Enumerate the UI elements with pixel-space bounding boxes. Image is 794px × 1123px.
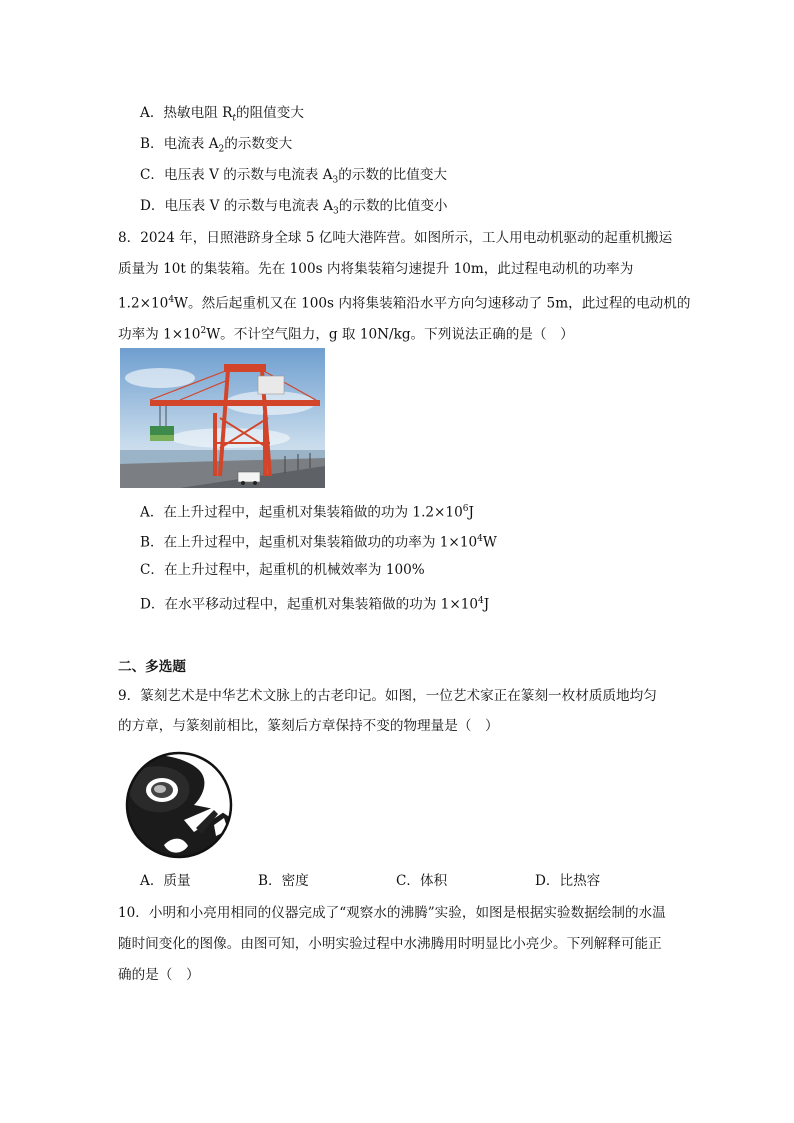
q8-line3-part-a: 1.2×10 — [118, 295, 169, 312]
q8-stem-line-4 — [118, 321, 574, 345]
q9-choice-b: B．密度 — [258, 873, 309, 889]
option-sub: t — [232, 113, 236, 124]
option-text: A．在上升过程中，起重机对集装箱做的功为 1.2×10 — [140, 504, 463, 521]
q8-option-a — [140, 499, 474, 523]
q8-stem-line-3 — [118, 290, 690, 314]
q9-choice-a: A．质量 — [140, 873, 191, 889]
option-tail: 的阻值变大 — [235, 105, 304, 121]
q10-stem-line-2: 随时间变化的图像。由图可知，小明实验过程中水沸腾用时明显比小亮少。下列解释可能正 — [118, 936, 662, 952]
q8-line4-part-a: 功率为 1×10 — [118, 326, 201, 343]
option-unit: W — [482, 534, 497, 551]
q8-option-d — [140, 591, 489, 615]
seal-carving-illustration-icon — [124, 750, 234, 860]
option-prefix: B． — [140, 136, 164, 152]
option-tail: 的示数的比值变大 — [338, 167, 448, 183]
container-crane-photo-icon — [120, 348, 325, 488]
q9-stem-line-1: 9．篆刻艺术是中华艺术文脉上的古老印记。如图，一位艺术家正在篆刻一枚材质质地均匀 — [118, 688, 657, 704]
option-sup: 6 — [462, 504, 469, 514]
q8-option-c — [140, 560, 425, 580]
option-text: 电压表 V 的示数与电流表 A — [164, 198, 334, 214]
q8-line4-part-b: W。不计空气阻力，g 取 10N/kg。下列说法正确的是（ ） — [206, 326, 574, 343]
q7-option-c — [140, 165, 447, 191]
option-sub: 3 — [333, 206, 339, 217]
option-unit: J — [483, 596, 490, 613]
seal-carving-figure — [124, 750, 234, 860]
option-prefix: A． — [140, 105, 164, 121]
option-prefix: D． — [140, 198, 165, 214]
option-sub: 3 — [332, 175, 339, 186]
q8-line4-sup: 2 — [200, 326, 207, 336]
q8-option-b — [140, 529, 497, 553]
q7-option-d — [140, 196, 448, 222]
option-tail: 的示数的比值变小 — [338, 198, 448, 214]
option-text: D．在水平移动过程中，起重机对集装箱做的功为 1×10 — [140, 596, 479, 613]
option-sup: 4 — [477, 534, 483, 544]
q9-stem-line-2: 的方章，与篆刻前相比，篆刻后方章保持不变的物理量是（ ） — [118, 718, 499, 734]
option-text: 电流表 A — [163, 136, 219, 152]
option-unit: J — [468, 504, 474, 521]
option-text: B．在上升过程中，起重机对集装箱做功的功率为 1×10 — [140, 534, 478, 551]
option-text: 电压表 V 的示数与电流表 A — [164, 167, 333, 183]
q10-stem-line-1: 10．小明和小亮用相同的仪器完成了“观察水的沸腾”实验，如图是根据实验数据绘制的水温 — [118, 905, 666, 921]
q8-line3-part-b: W。然后起重机又在 100s 内将集装箱沿水平方向匀速移动了 5m，此过程的电动机的 — [174, 295, 691, 312]
q9-choice-d: D．比热容 — [535, 873, 601, 889]
option-prefix: C． — [140, 167, 164, 183]
q8-stem-line-1: 8．2024 年，日照港跻身全球 5 亿吨大港阵营。如图所示，工人用电动机驱动的起重机搬运 — [118, 230, 673, 246]
option-sub: 2 — [218, 144, 225, 155]
q10-stem-line-3: 确的是（ ） — [118, 967, 200, 983]
q7-option-a — [140, 103, 304, 129]
q8-line3-sup: 4 — [168, 295, 175, 305]
section-heading: 二、多选题 — [118, 659, 186, 675]
option-text: 热敏电阻 R — [163, 105, 233, 121]
option-text: C．在上升过程中，起重机的机械效率为 100% — [140, 562, 425, 578]
q9-choice-c: C．体积 — [396, 873, 448, 889]
q7-option-b — [140, 134, 292, 160]
crane-photo — [120, 348, 325, 488]
q8-stem-line-2: 质量为 10t 的集装箱。先在 100s 内将集装箱匀速提升 10m，此过程电动机的功率为 — [118, 261, 634, 277]
option-sup: 4 — [478, 596, 484, 606]
option-tail: 的示数变大 — [224, 136, 293, 152]
